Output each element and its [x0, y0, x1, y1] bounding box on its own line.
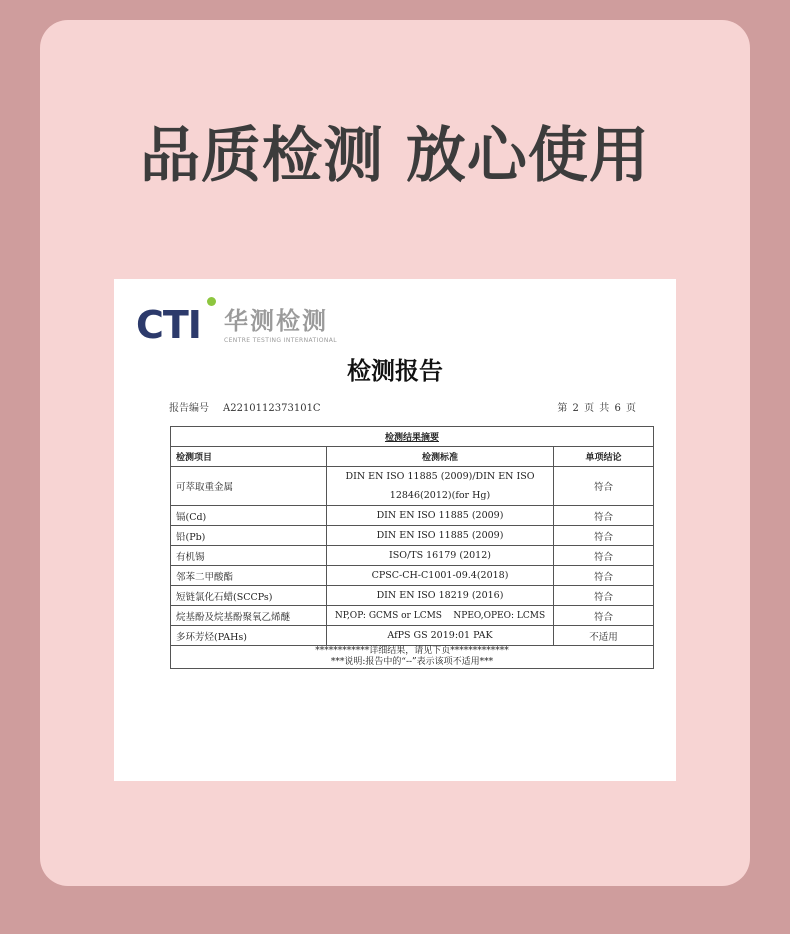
- row-item: 可萃取重金属: [171, 467, 327, 506]
- table-row: [171, 467, 654, 506]
- table-row: [171, 526, 654, 546]
- table-caption: 检测结果摘要: [171, 427, 654, 447]
- page-info: 第 2 页 共 6 页: [557, 403, 636, 414]
- row-item: 镉(Cd): [171, 506, 327, 526]
- row-item: 铅(Pb): [171, 526, 327, 546]
- row-standard-line2: 12846(2012)(for Hg): [389, 490, 491, 501]
- note-detail: ************详细结果，请见下页*************: [315, 646, 509, 656]
- note-explanation: ***说明:报告中的“--”表示该项不适用***: [330, 657, 494, 667]
- row-result: 符合: [554, 566, 654, 586]
- row-result: 符合: [554, 526, 654, 546]
- logo-brand: CTI: [136, 303, 201, 347]
- row-item: 短链氯化石蜡(SCCPs): [171, 586, 327, 606]
- table-row: [171, 506, 654, 526]
- page-headline: 品质检测 放心使用: [140, 121, 650, 191]
- row-standard: AfPS GS 2019:01 PAK: [327, 626, 554, 646]
- logo-name-en: CENTRE TESTING INTERNATIONAL: [224, 337, 338, 344]
- row-result: 不适用: [554, 626, 654, 646]
- logo-name-cn: 华测检测: [224, 307, 328, 335]
- row-standard: DIN EN ISO 11885 (2009): [327, 506, 554, 526]
- table-row: [171, 606, 654, 626]
- logo-dot-icon: [207, 297, 216, 306]
- table-header-row: [171, 447, 654, 467]
- row-standard-line1: DIN EN ISO 11885 (2009)/DIN EN ISO: [345, 471, 535, 482]
- header-item: 检测项目: [171, 447, 327, 467]
- row-item: 有机锡: [171, 546, 327, 566]
- test-report-document: [114, 279, 676, 781]
- header-standard: 检测标准: [327, 447, 554, 467]
- table-row: [171, 546, 654, 566]
- results-table: [170, 426, 654, 669]
- row-standard: DIN EN ISO 18219 (2016): [327, 586, 554, 606]
- row-result: 符合: [554, 506, 654, 526]
- row-item: 烷基酚及烷基酚聚氧乙烯醚: [171, 606, 327, 626]
- row-item: 邻苯二甲酸酯: [171, 566, 327, 586]
- row-result: 符合: [554, 467, 654, 506]
- report-number-label: 报告编号: [169, 403, 209, 414]
- table-notes-row: [171, 646, 654, 669]
- report-number: [169, 399, 321, 414]
- row-standard: NP,OP: GCMS or LCMS NPEO,OPEO: LCMS: [327, 606, 554, 626]
- report-title: 检测报告: [347, 356, 443, 385]
- cti-logo: [136, 297, 336, 347]
- table-row: [171, 566, 654, 586]
- row-item: 多环芳烃(PAHs): [171, 626, 327, 646]
- row-standard: DIN EN ISO 11885 (2009): [327, 526, 554, 546]
- header-result: 单项结论: [554, 447, 654, 467]
- table-row: [171, 586, 654, 606]
- table-notes: [171, 646, 654, 669]
- row-standard: ISO/TS 16179 (2012): [327, 546, 554, 566]
- report-number-value: A2210112373101C: [223, 403, 321, 414]
- row-result: 符合: [554, 586, 654, 606]
- row-result: 符合: [554, 606, 654, 626]
- row-standard: CPSC-CH-C1001-09.4(2018): [327, 566, 554, 586]
- row-standard: [327, 467, 554, 506]
- table-row: [171, 626, 654, 646]
- row-result: 符合: [554, 546, 654, 566]
